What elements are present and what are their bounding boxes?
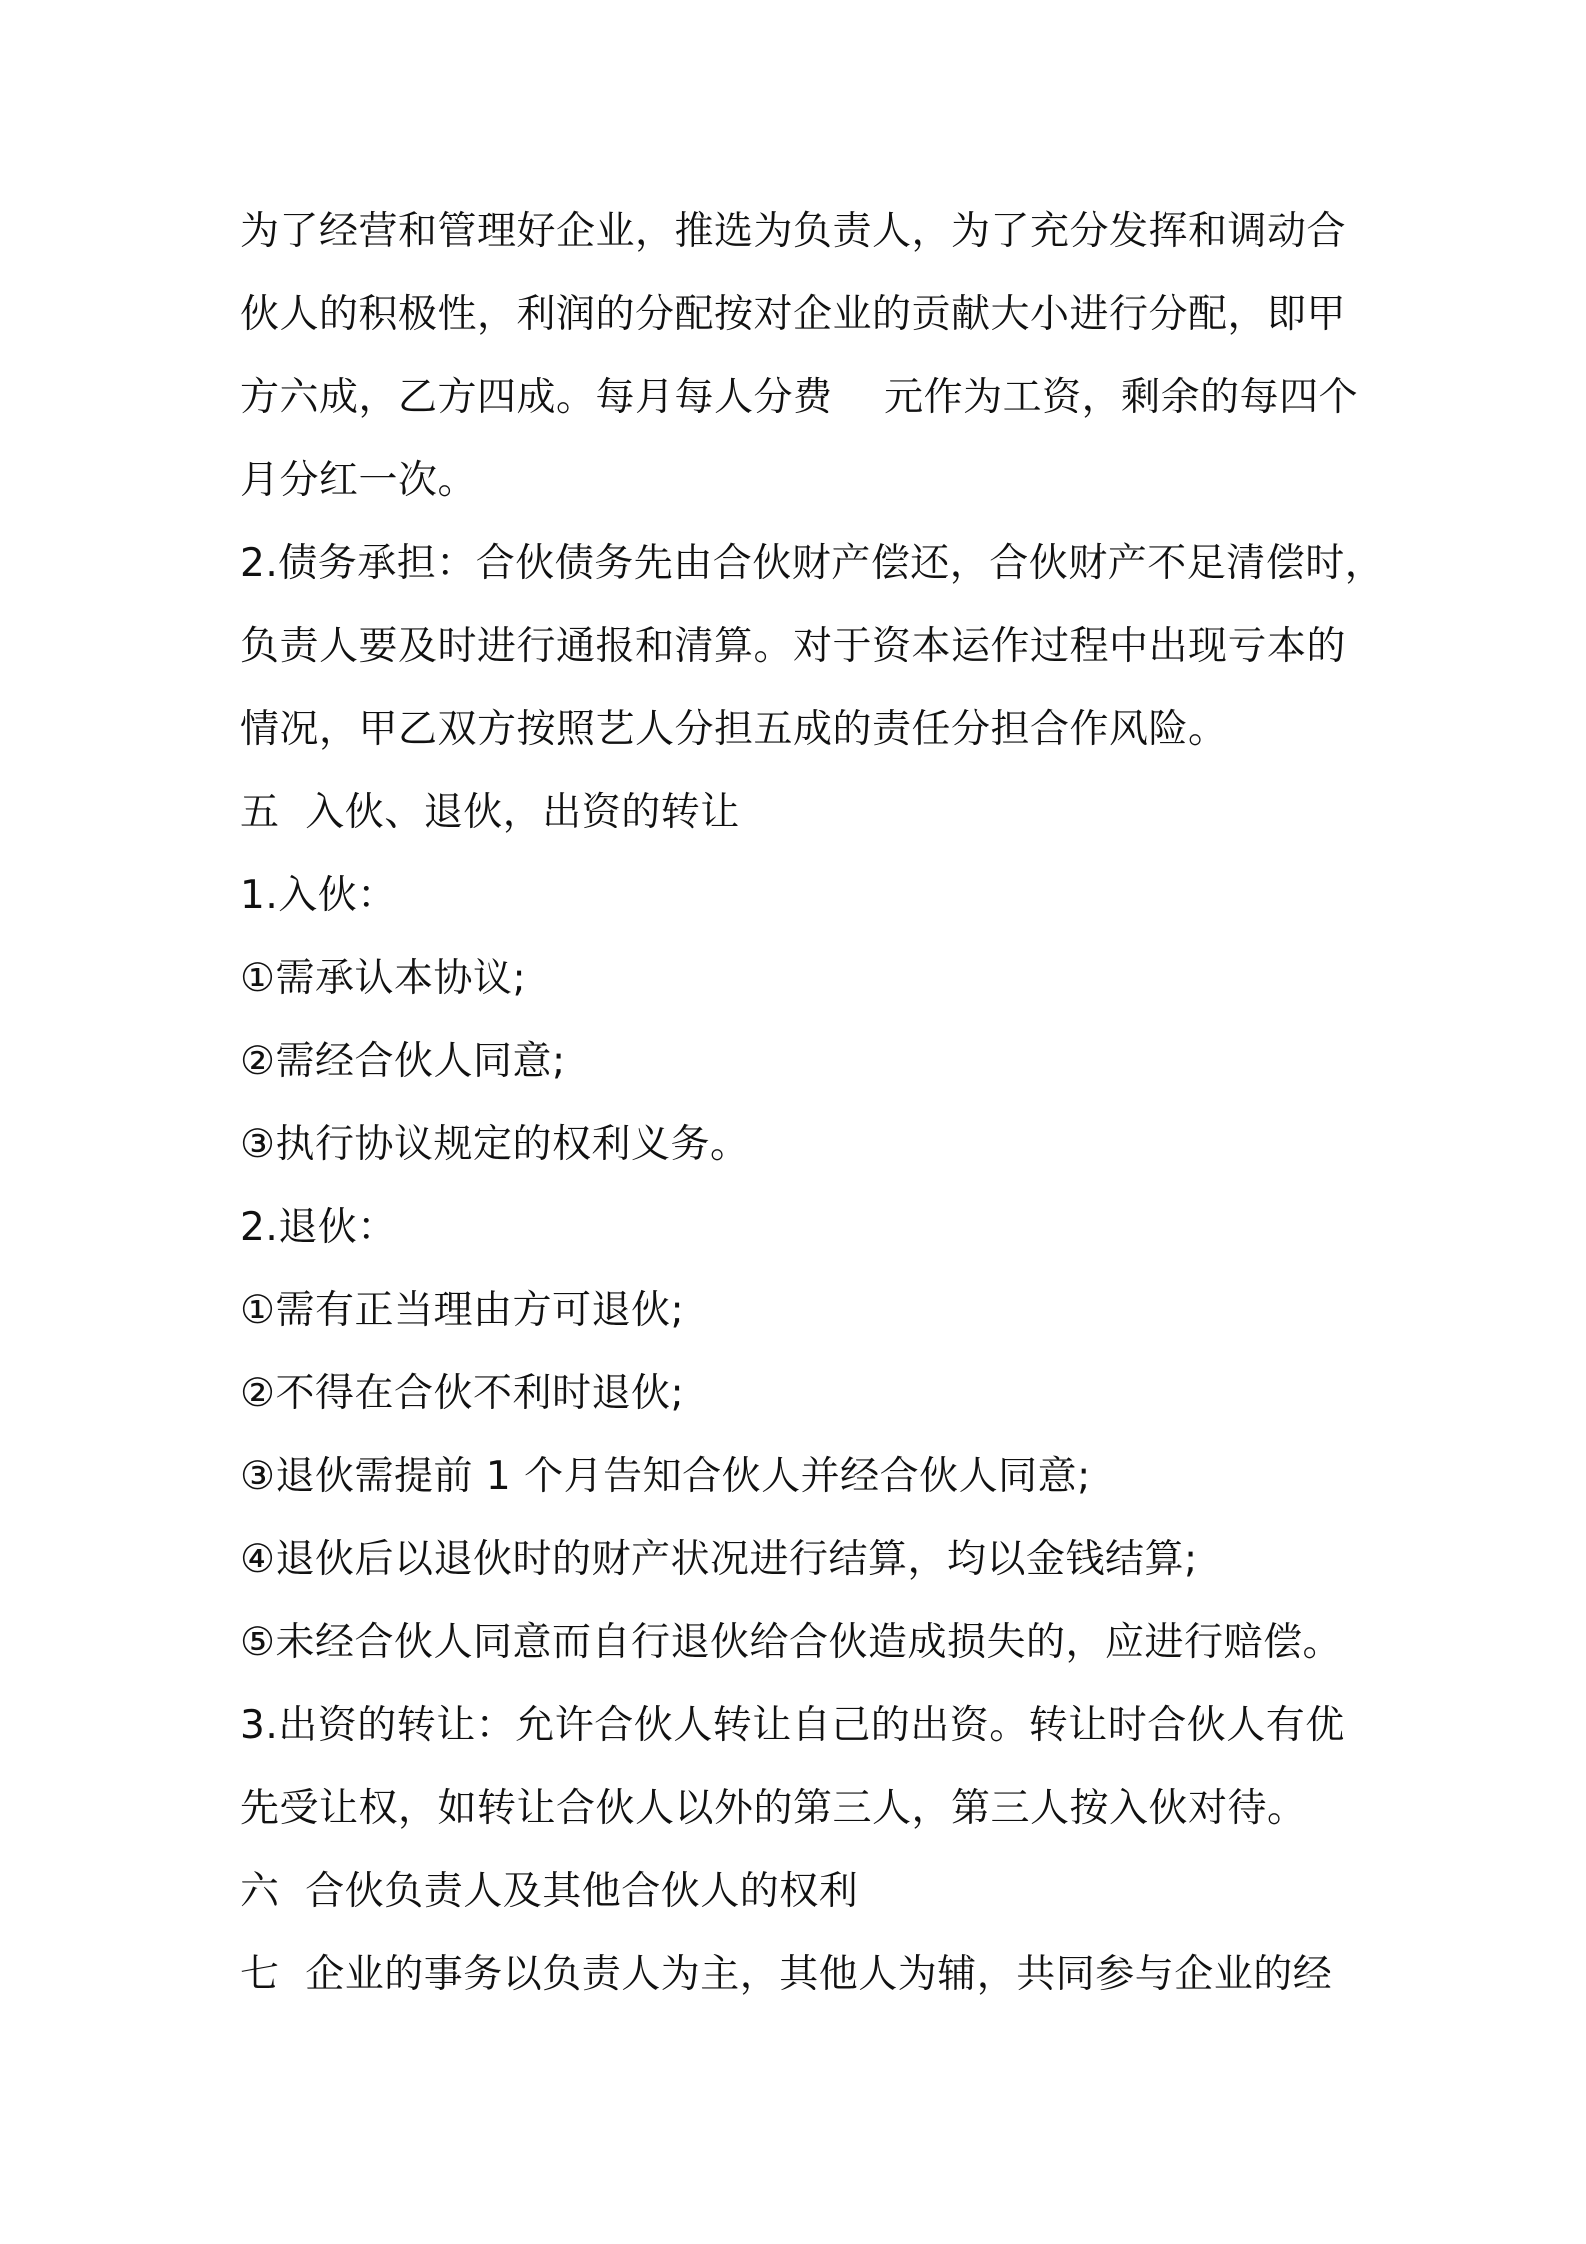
- section-heading: 六 合伙负责人及其他合伙人的权利: [240, 1869, 859, 1914]
- section-heading: 五 入伙、退伙，出资的转让: [240, 790, 740, 835]
- list-item: ③执行协议规定的权利义务。: [240, 1122, 750, 1167]
- subsection-heading: 2.退伙：: [240, 1205, 397, 1250]
- list-item: ③退伙需提前 1 个月告知合伙人并经合伙人同意;: [240, 1454, 1091, 1499]
- subsection-heading: 1.入伙：: [240, 873, 397, 918]
- list-item: ④退伙后以退伙时的财产状况进行结算，均以金钱结算;: [240, 1537, 1198, 1582]
- debt-clause-line: 情况，甲乙双方按照艺人分担五成的责任分担合作风险。: [240, 707, 1228, 752]
- paragraph-line: 为了经营和管理好企业，推选为负责人，为了充分发挥和调动合: [240, 209, 1347, 254]
- document-body: [240, 190, 1385, 2016]
- section-heading: 七 企业的事务以负责人为主，其他人为辅，共同参与企业的经: [240, 1952, 1333, 1997]
- debt-clause-line: 负责人要及时进行通报和清算。对于资本运作过程中出现亏本的: [240, 624, 1347, 669]
- paragraph-line: 月分红一次。: [240, 458, 478, 503]
- transfer-clause-line: 3.出资的转让：允许合伙人转让自己的出资。转让时合伙人有优: [240, 1703, 1345, 1748]
- list-item: ①需承认本协议;: [240, 956, 527, 1001]
- list-item: ②需经合伙人同意;: [240, 1039, 566, 1084]
- list-item: ⑤未经合伙人同意而自行退伙给合伙造成损失的，应进行赔偿。: [240, 1620, 1342, 1665]
- transfer-clause-line: 先受让权，如转让合伙人以外的第三人，第三人按入伙对待。: [240, 1786, 1307, 1831]
- paragraph-line: 方六成，乙方四成。每月每人分费 元作为工资，剩余的每四个: [240, 375, 1359, 420]
- debt-clause-line: 2.债务承担：合伙债务先由合伙财产偿还，合伙财产不足清偿时，: [240, 541, 1385, 586]
- list-item: ①需有正当理由方可退伙;: [240, 1288, 685, 1333]
- list-item: ②不得在合伙不利时退伙;: [240, 1371, 685, 1416]
- paragraph-line: 伙人的积极性，利润的分配按对企业的贡献大小进行分配，即甲: [240, 292, 1347, 337]
